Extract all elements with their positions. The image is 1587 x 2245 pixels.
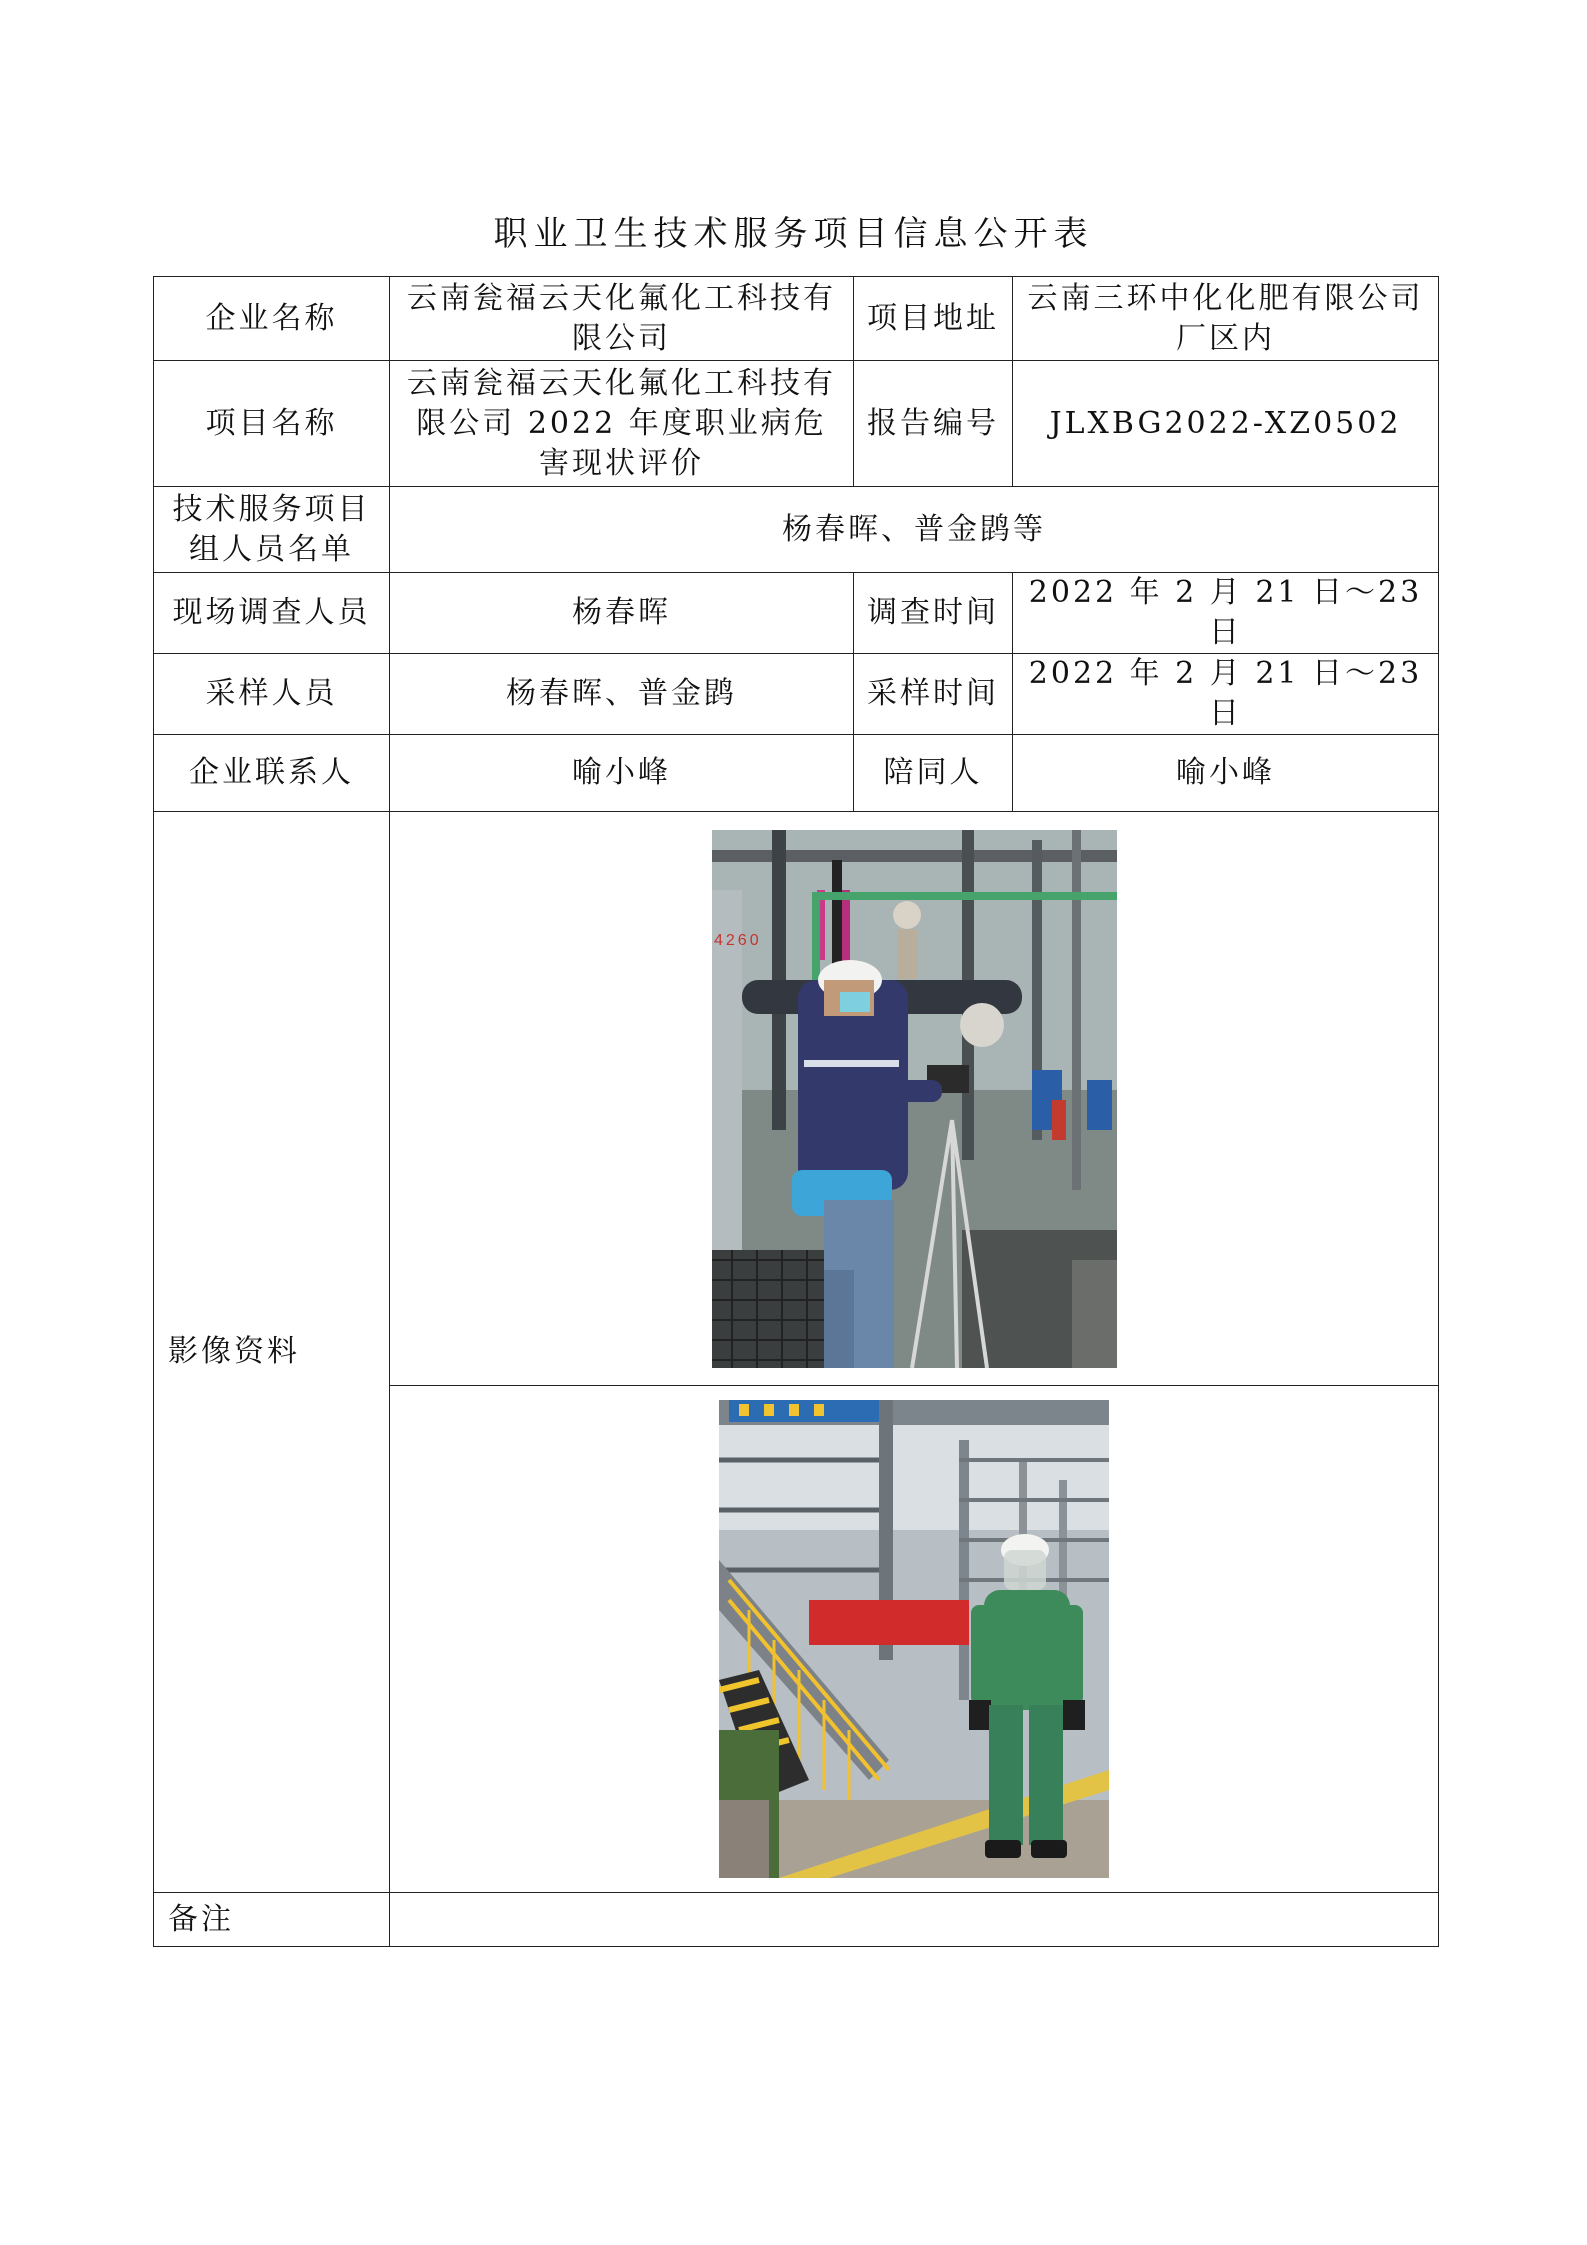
sampling-person-value: 杨春晖、普金鹍 <box>390 654 854 735</box>
svg-text:4260: 4260 <box>713 931 762 949</box>
photo-cell-2 <box>390 1386 1439 1893</box>
table-row <box>154 735 1439 812</box>
contact-label: 企业联系人 <box>154 735 390 812</box>
table-row <box>154 812 1439 1386</box>
survey-time-value: 2022 年 2 月 21 日～23 日 <box>1013 573 1439 654</box>
table-row <box>154 654 1439 735</box>
survey-person-value: 杨春晖 <box>390 573 854 654</box>
companion-value: 喻小峰 <box>1013 735 1439 812</box>
remarks-label: 备注 <box>154 1893 390 1947</box>
images-label: 影像资料 <box>154 812 390 1893</box>
company-value: 云南瓮福云天化氟化工科技有限公司 <box>390 277 854 361</box>
sampling-person-label: 采样人员 <box>154 654 390 735</box>
report-label: 报告编号 <box>854 361 1013 487</box>
table-row <box>154 573 1439 654</box>
team-value: 杨春晖、普金鹍等 <box>390 487 1439 573</box>
company-label: 企业名称 <box>154 277 390 361</box>
photo-ppe-worker <box>719 1400 1109 1878</box>
project-label: 项目名称 <box>154 361 390 487</box>
info-table <box>153 276 1439 1947</box>
companion-label: 陪同人 <box>854 735 1013 812</box>
sampling-time-label: 采样时间 <box>854 654 1013 735</box>
table-row <box>154 1893 1439 1947</box>
table-row <box>154 277 1439 361</box>
team-label: 技术服务项目组人员名单 <box>154 487 390 573</box>
table-row <box>154 361 1439 487</box>
contact-value: 喻小峰 <box>390 735 854 812</box>
photo-cell-1 <box>390 812 1439 1386</box>
project-value: 云南瓮福云天化氟化工科技有限公司 2022 年度职业病危害现状评价 <box>390 361 854 487</box>
survey-time-label: 调查时间 <box>854 573 1013 654</box>
address-value: 云南三环中化化肥有限公司厂区内 <box>1013 277 1439 361</box>
survey-person-label: 现场调查人员 <box>154 573 390 654</box>
report-value: JLXBG2022-XZ0502 <box>1013 361 1439 487</box>
remarks-value <box>390 1893 1439 1947</box>
photo-onsite-sampling <box>712 830 1117 1368</box>
address-label: 项目地址 <box>854 277 1013 361</box>
page-title: 职业卫生技术服务项目信息公开表 <box>493 214 1094 254</box>
sampling-time-value: 2022 年 2 月 21 日～23 日 <box>1013 654 1439 735</box>
table-row <box>154 487 1439 573</box>
